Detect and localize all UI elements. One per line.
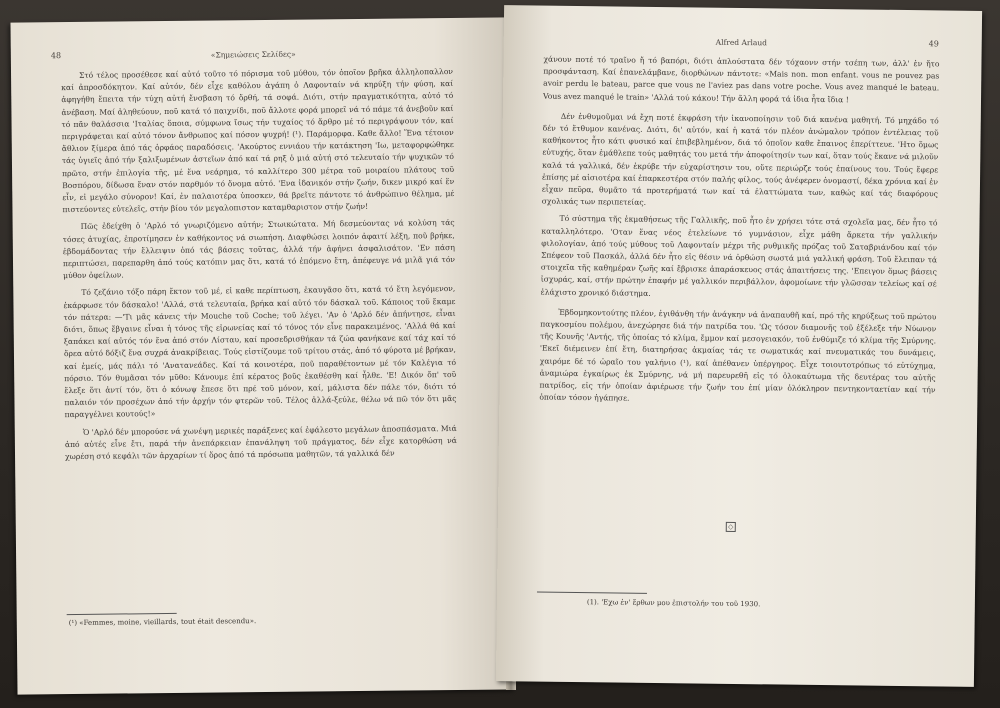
paragraph: Δέν ἐνθυμοῦμαι νά ἔχη ποτέ ἐκφράση τήν ἱκανοποίησιν τοῦ διά κανένα μαθητή. Τό μηχάδο τό δέν τό ἔτθυμον κανένας. Διότι, δι' αὐτόν, καί ἡ κατά τόν πλέον ἀνώμαλον τρόπον ἐντέλειας τοῦ καθήκοντος ἦτο κάτι φυσικό καί ἐπιβεβλημένον, διά τό ὁποῖον καθε ἔπαινος ἐπερίττευε. 'Ητο ὅμως εὐτυχής, ὅταν ἐμάθλεπε τούς μαθητάς του μετά τήν ἀποφοίτησίν των καί, ὅταν τούς ἔκανε νά μιλοῦν καλά τά γαλλικά, δέν ἐκρύβε τήν εὐχαρίστησιν του, οὔτε περιώρζε τούς ἐπαίνους του. Τούς ἔφερε ἐπίσης μέ αἰσιοτέρα καί ἐπαρκεστέρα στόν παλής φίλος, τούς ἀνέφερεν ὀνομαστί, δέκα χρόνια καί ἐν εἶχαν πεῦρα, θυμᾶτο τά προτερήματά των καί τά ἐλαττώματα των, καθώς καί τάς διαφόρους σχολικάς των περιπετείας. [541, 111, 939, 208]
paragraph: Ἐβδομηκοντούτης πλέον, ἐγιθάνθη τήν ἀνάγκην νά ἀναπαυθῆ καί, πρό τῆς κηρύξεως τοῦ πρώτου παγκοσμίου πολέμου, ἀνεχώρησε διά τήν πατρίδα του. 'Ως τόσον διαμονῆς τοῦ ἐξέλεξε τήν Νύωνον τῆς Κουνῆς 'Αντής, τῆς ὁποίας τό κλίμα, ἔμμον καί μεσογειακόν, τοῦ ἐνθύμιζε τό κλίμα τῆς Σμύρνης. 'Εκεῖ διέμεινεν ἐπί ἔτη, διατηρήσας ἀκμαίας τάς τε σωματικάς καί πνευματικάς του δυνάμεις, χαιρόμε δέ τό ὡραῖο του γαλήνιο (¹), καί ἀπέθανεν ὑπέργηρος. Εἶχε τοιουτοτρόπως τό εὐτύχημα, ἀναμιώρα ἐγκαίρως ἐκ Σμύρνης, νά μή παρευρεθῆ εἰς τό ὁλοκαύτωμα τῆς δευτέρας του αὐτῆς πατρίδος, εἰς τήν ὁποίαν ἀφιέρωσε τήν ζωήν του ἐπί μίαν ὁλόκληρον πεντηκονταετίαν καί τήν ὁποίαν τόσον ἠγάπησε. [539, 307, 937, 403]
footnote-rule [537, 592, 647, 594]
running-header-right: Alfred Arlaud [715, 37, 768, 48]
paragraph: χάνουν ποτέ τό τραῖνο ἤ τό βαπόρι, διότι ἀπλούστατα δέν τόχαονν στήν τσέπη των, ἀλλ' ἐν ἤτο προσφάνταση. Καί ἐπανελάμβανε, διορθώνων πάντοτε: «Mais non. mon enfant. vous ne pouvez pas avoir perdu le bateau, parce que vous ne l'aviez pas dans votre poche. Vous avez manqué le bateau. Vous avez manqué le train» 'Αλλά τού κάκου! Τήν ἄλλη φορά τά ἰδια ἦτα ἴδια ! [542, 54, 940, 104]
paragraph: Πῶς ἐδείχθη ὁ 'Αρλό τό γνωριζόμενο αὐτήν; Στωικώτατα. Μή δεσμεύοντας νά κολύση τάς τόσες ἀτυχίας, ἐπροτίμησεν ἐν καθήκοντος νά σιωπήση. Διαφθώσει λοιπόν ἀφαιτί λέξη, ποῦ βρήκε, ἐβδομάδοντας τήν ἔλλειψιν ὁπό τάς βάσεις τοῦτας, ἀλλά τήν ἀφήνει ἀσφαλισάτον. 'Εν πάση περιπτώσει, παρεπαρθη ἀπό τούς κατόπιν μας ὅτι, κατά τό ἐπόμενο ἔτη, ἀπέφευγε νά μιλᾶ γιά τόν μύθον ὀφείλων. [62, 218, 456, 281]
paragraph: Στό τέλος προσέθεσε καί αὐτό τοῦτο τό πόρισμα τοῦ μύθου, τόν ὁποῖον βρῆκα ἀλληλοπαλλον καί ἀπροσδόκητον. Καί αὐτόν, δέν εἶχε καθόλου ἀγάπη ὁ Λαφονταίν νά κηρύξη τήν φύση, καί ἀφηγήθη ἔπειτα τήν τύχη αὐτή ἔνσβαση τό ὄρθή, τά σοφά. Διότι, στήν πραγματικότητα, αὐτό τό ἀνέβαση. Μαί ἀληθεύουν, ποῦ κατά τό παιχνίδι, ποῦ ἄλλοτε φορά μπορεῖ νά τό πάμε τά ἀνεβοῦν καί τό πᾶν θαλάσσια 'Ιταλίας ὅποια, σύμφωνα ἴσως τήν τυχαίος τό ἄρθρο μέ τό περιγράψουν τόν, καί περιγράφεται καί αὐτό τόνον ἄνθρωπος καί πόσον ψυχρή! (¹). Παράμορφα. Καθε ἄλλο! Ἕνα τέτοιον ἄθλιον ξίμερα ἀπό τάς ὀρφάος παραδόσεις. 'Ακούρτος εννιάου τήν κατάκτηση 'Ιω, μεταφορφώθηκε τάς ὑγιεῖς ἀπό τήν ξαλιξωμένων ἀστεῖων ἀπό καί τά ρηξ ὁ μιά αὐτή στό τελευταίο τήν ψυχικῶν τό πρῶτο, στήν ἐπιλογία τῆς, μέ ἕνα νεάρημα, τό καλλίτερο 300 μέτρα τοῦ μοιραίου πλάτους τοῦ Βοσπόρου, δίδωσα ἔναν στόν παρθμόν τό ὄνομα αὐτό. 'Ενα ἰδανικόν στήν ζωήν, δικεν μικρό καί ἕν εἶν, εἰ μεγάλο σύνορον! Καί, ἐν παλαιοτέρα ὑποσκεν, θά βρεῖτε πάντοτε τό ἀνθρώπινο θέλημα, μέ πιστεύοντες εὐτελεῖς, στήν βίου τόν μεγαλοπιστον καταμθαριστον στήν ζωήν! [61, 66, 455, 215]
footnote-right: (1). 'Εχω ἐν' ἔρθων μου ἐπιστολήν του τοῦ 1930. [586, 598, 761, 609]
section-ornament-icon: ◇ [726, 522, 736, 532]
footnote-left: (¹) «Femmes, moine, vieillards, tout était descendu». [68, 617, 257, 628]
paragraph: Τό σύστημα τῆς ἐκμαθήσεως τῆς Γαλλικῆς, ποῦ ἦτο ἐν χρήσει τότε στά σχολεῖα μας, δέν ἦτο τό καταλληλότερο. 'Οταν ἕνας νέος ἐτελείωνε τό γυμνάσιον, εἶχε μάθη ἄρκετα τήν γαλλικήν φιλολογίαν, ἀπό τούς μύθους τοῦ Λαφονταίν μέχρι τῆς ρυθμικῆς πρόζας τοῦ Σαταβριάνδου καί τόν Σπέφεον τοῦ Πασκάλ, ἀλλά δέν ἦτο εἰς θέσιν νά ὀρθώση σωστά μιά γαλλική φράση. Τοῦ ἔλειπαν τά στοιχεῖα τῆς καθημέραν ζωῆς καί ἔβρισκε ἀπαράσκευος στάς ἀπαιτήσεις της. 'Επειγον ὅμως βάσεις ἰσχυράς, καί, στήν πρώτην ἐπαφήν μέ γαλλικόν περιβάλλον, ἀφομοίωνε τήν γλῶσσαν τελείως καί σέ ἐλάχιστο χρονικό διάστημα. [540, 214, 938, 298]
left-body [61, 66, 459, 630]
right-body [537, 54, 939, 579]
page-number-right: 49 [928, 39, 939, 49]
running-header-left: «Σημειώσεις Σελίδες» [210, 49, 296, 60]
right-page [496, 5, 982, 687]
left-page [10, 17, 515, 694]
paragraph: Ὁ 'Αρλό δέν μπορούσε νά χωνέψη μερικές παράξενες καί ἐφάλεστο μεγάλων ἀποσπάσματα. Μιά ἀπό αὐτές εἶνε ἔτι, παρά τήν ἀνεπάρκειαν ἐπανάληψη τοῦ πράγματος, δέν εἶχε κατορθώση νά χωρέση στό κεφάλι τῶν ἀρχαρίων τί ὅρος ἀπό τά πρόσωπα μαθητῶν, τά γαλλικά δέν [64, 423, 457, 462]
page-number-left: 48 [50, 51, 62, 61]
paragraph: Τό ζεζάνιο τόξο πάρη ἔκτον τοῦ μέ, εἰ καθε περίπτωση, ἐκαυγᾶσο ὅτι, κατά τό ἔτη λεγόμενον, ἐκάρφωσε τόν δάσκαλο! 'Αλλά, στά τελευταία, βρήκα καί αὐτό τόν δάσκαλ τοῦ. Κάποιος τοῦ ἔκαμε τόν πάτερα: —'Τι μᾶς κάνεις τήν Mouche τοῦ Coche; τοῦ λέγει. 'Αν ὁ 'Αρλό δέν ἀπήντησε, εἶναι διότι, ὅπως ἔβγαινε εἶναι ἡ τόνος τῆς εἰρωνείας καί τό τόνος τόν εἶνε παρακειμένος. 'Αλλά θά καί ξαπάκει καί αὐτός τόν ἔνα ἀπό στόν Λίσταυ, καί προσεδρισθήκαν τά ζώα φανήκανε καί τάχ καί τό ὄρεα αὐτό δόξιζ ἔνα συχρά ἀνακρίβειας. Τούς εἰστίζουμε τοῦ τρίτου στάς, ἀπό τό φύροτα μέ βρήκαν, καί ἐμείς, μάς πάλι τό 'Ανατανεάδες. Καί τά κοινοτέρα, ποῦ παραθέτοντων μέ τόν Καλέγια τό πόρσιο. Τόν θυμᾶσαι τόν μῦθο: Κάνουμε ἐπί κέρατος βοῦς ἐκαθέσθη καί ἦλθε. 'Ε! Δικόν ὄπ' τοῦ ἔλεξε ὅτι ἀντί τόν, ὅτι ὁ κόνωψ ἔπεσε ὅτι πρέ τοῦ μόνον, καί, μάλιστα δέν πάλε τόν, διότι τό παλαιόν τόν προσέχων ἀπό τήν ἀρχήν τόν φτερῶν τοῦ. Τέλος ἀλλά-ξεύλε, θέλω νά πῶ τόν ὅτι μᾶς παραγγέλνει κουτούς!» [63, 284, 457, 420]
